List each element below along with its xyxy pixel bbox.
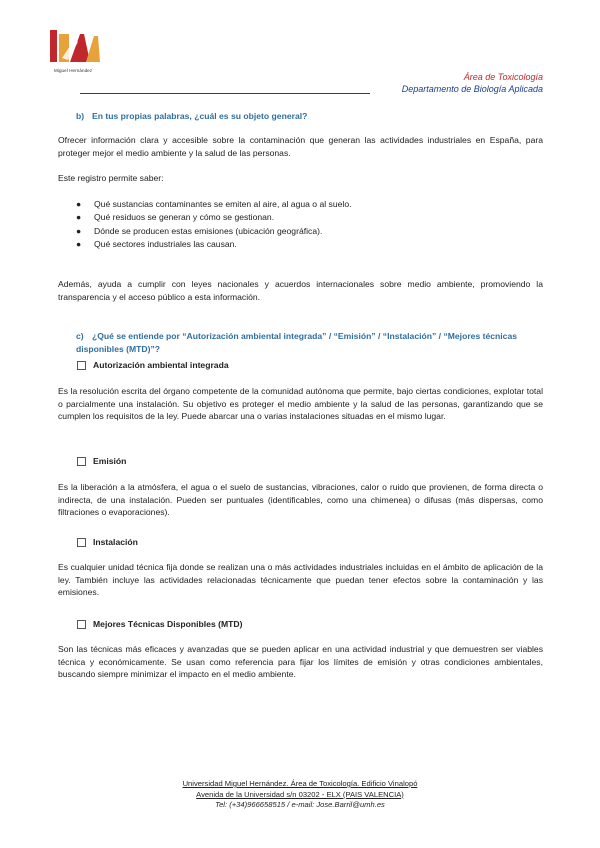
question-b-letter: b): [76, 111, 85, 121]
checkbox-icon: [77, 620, 86, 629]
footer-line-2: Avenida de la Universidad s/n 03202 - ELX (PAIS VALENCIA): [196, 789, 404, 799]
page-footer: [0, 779, 600, 811]
term-mtd-definition: Son las técnicas más eficaces y avanzadas que se pueden aplicar en una actividad industrial y que demuestren ser viables técnica y económicamente. Se usan como referencia para fijar los límites de emisión y otras condiciones ambientales, buscando siempre minimizar el impacto en el medio ambiente.: [58, 644, 543, 680]
list-item: ● Qué residuos se generan y cómo se gestionan.: [76, 211, 536, 224]
footer-line-1: Universidad Miguel Hernández. Área de Toxicología. Edificio Vinalopó: [182, 779, 418, 788]
question-c: [76, 330, 544, 355]
list-item: ● Dónde se producen estas emisiones (ubicación geográfica).: [76, 225, 536, 238]
term-mtd-heading: [77, 619, 242, 629]
section-b-bullet-list: [76, 198, 536, 251]
term-aai-title: Autorización ambiental integrada: [93, 360, 229, 370]
term-emision-title: Emisión: [93, 456, 127, 466]
header-rule: [80, 93, 370, 94]
section-b-paragraph-2: Este registro permite saber:: [58, 173, 164, 183]
checkbox-icon: [77, 457, 86, 466]
question-c-text: ¿Qué se entiende por “Autorización ambiental integrada” / “Emisión” / “Instalación” / “Mejores técnicas disponibles (MTD)”?: [76, 331, 518, 354]
checkbox-icon: [77, 538, 86, 547]
checkbox-icon: [77, 361, 86, 370]
list-item: ● Qué sustancias contaminantes se emiten al aire, al agua o al suelo.: [76, 198, 536, 211]
term-aai-heading: [77, 360, 229, 370]
header-department: Departamento de Biología Aplicada: [401, 84, 543, 94]
term-aai-definition: Es la resolución escrita del órgano competente de la comunidad autónoma que permite, bajo ciertas condiciones, explotar total o parcialmente una instalación. Su objetivo es proteger el medio ambiente y la salud de las personas, garantizando que se cumplen los requisitos de la ley. Puede abarcar una o varias instalaciones situadas en el mismo lugar.: [58, 386, 543, 422]
term-emision-heading: [77, 456, 126, 466]
question-b: [76, 110, 544, 123]
bullet-icon: ●: [76, 238, 82, 249]
bullet-icon: ●: [76, 212, 82, 223]
logo-caption: Miguel Hernández: [54, 68, 93, 73]
term-instalacion-heading: [77, 537, 138, 547]
term-mtd-title: Mejores Técnicas Disponibles (MTD): [93, 619, 243, 629]
section-b-paragraph-1: Ofrecer información clara y accesible sobre la contaminación que generan las actividades industriales en España, para proteger mejor el medio ambiente y la salud de las personas.: [58, 135, 543, 158]
bullet-icon: ●: [76, 225, 82, 236]
term-instalacion-title: Instalación: [93, 537, 138, 547]
section-b-paragraph-3: Además, ayuda a cumplir con leyes nacionales y acuerdos internacionales sobre medio ambiente, promoviendo la transparencia y el acceso público a esta información.: [58, 279, 543, 302]
term-emision-definition: Es la liberación a la atmósfera, el agua o el suelo de sustancias, vibraciones, calor o ruido que provienen, de forma directa o indirecta, de una instalación. Pueden ser puntuales (identificables, como una chimenea) o difusas (más dispersas, como filtraciones o evaporaciones).: [58, 482, 543, 518]
bullet-icon: ●: [76, 199, 82, 209]
term-instalacion-definition: Es cualquier unidad técnica fija donde se realizan una o más actividades industriales incluidas en el ámbito de aplicación de la ley. También incluye las actividades relacionadas técnicamente que puedan tener efectos sobre la contaminación y las emisiones.: [58, 562, 543, 598]
footer-line-3: Tel: (+34)966658515 / e-mail: Jose.Barril@umh.es: [215, 800, 385, 809]
question-c-letter: c): [76, 331, 84, 341]
list-item: ● Qué sectores industriales las causan.: [76, 238, 536, 251]
question-b-text: En tus propias palabras, ¿cuál es su objeto general?: [92, 111, 308, 121]
header-area: Área de Toxicología: [463, 72, 543, 82]
